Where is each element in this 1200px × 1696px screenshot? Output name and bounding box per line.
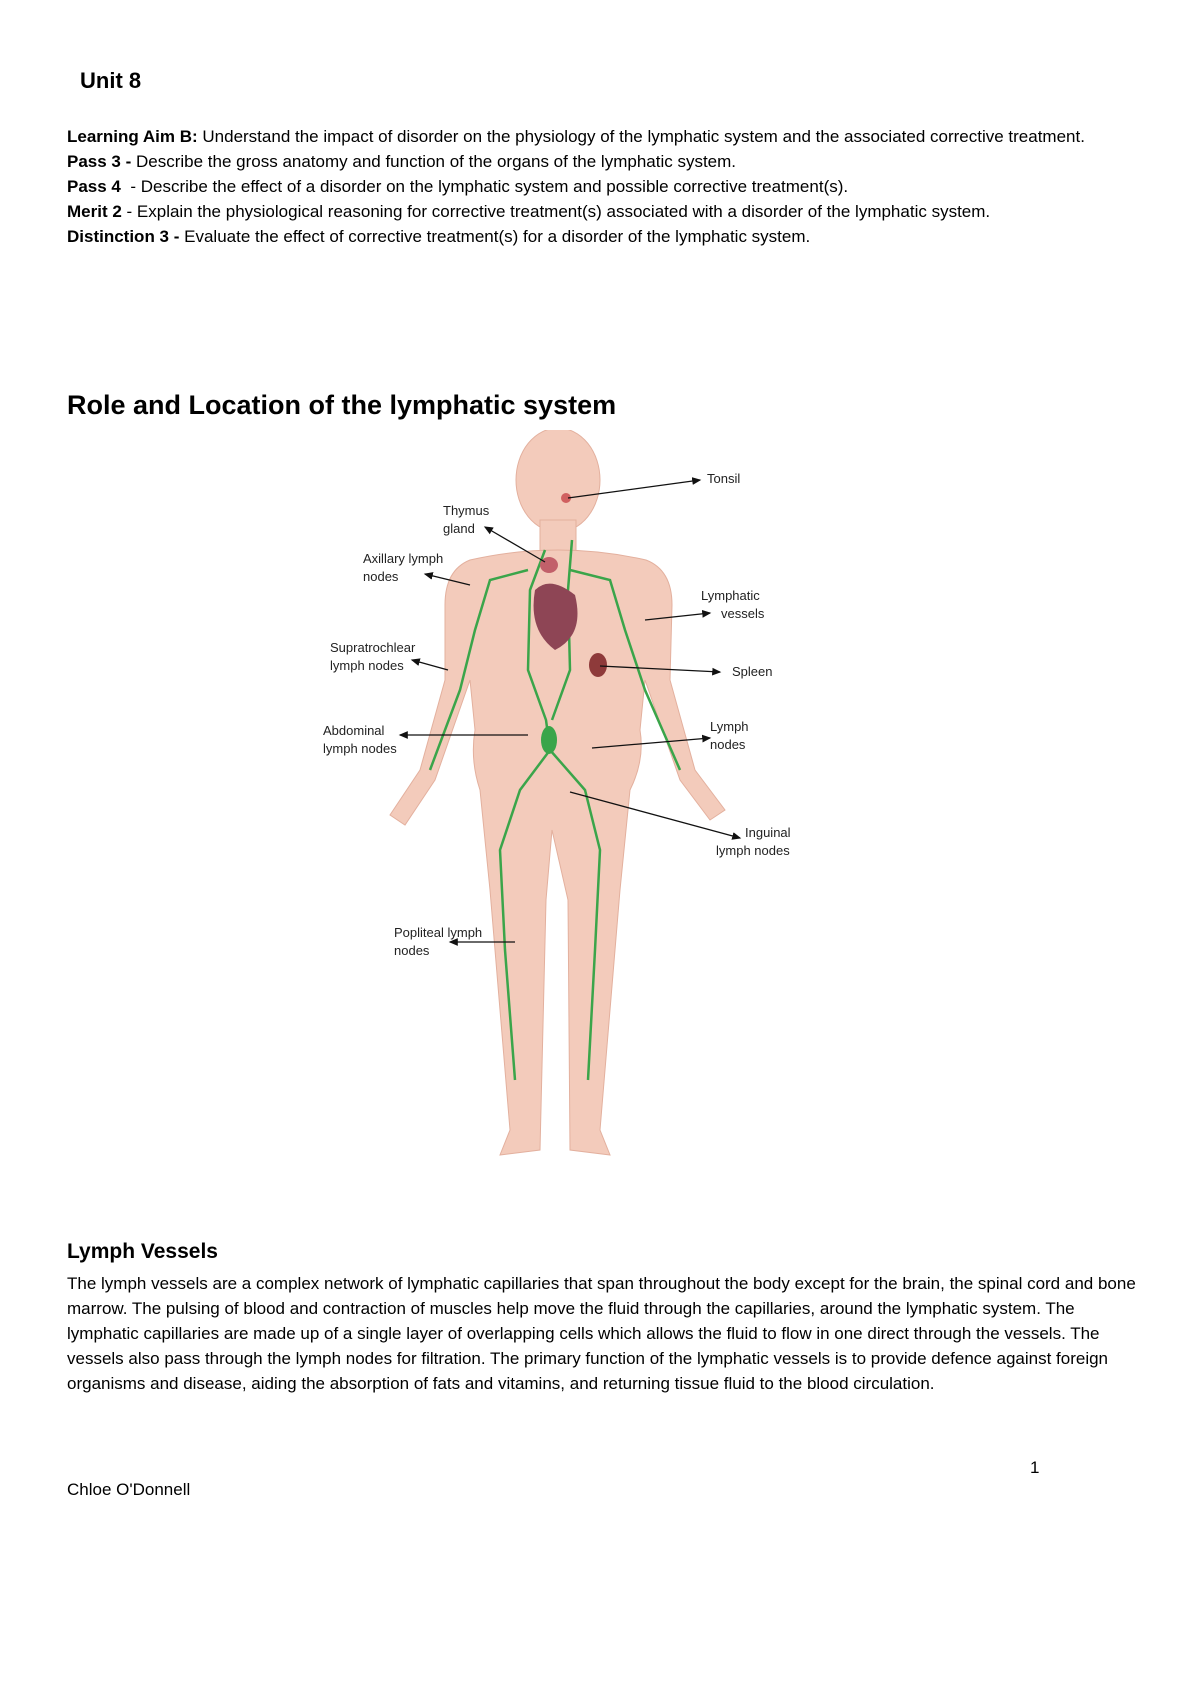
aim-item: Learning Aim B: Understand the impact of disorder on the physiology of the lymphatic system and the associated corrective treatment. (67, 127, 1085, 146)
page-number: 1 (1030, 1458, 1040, 1477)
section-heading: Lymph Vessels (67, 1240, 218, 1263)
paragraph: The lymph vessels are a complex network of lymphatic capillaries that span throughout the body except for the brain, the spinal cord and bone marrow. The pulsing of blood and contraction of muscles help move the fluid through the capillaries, around the lymphatic system. The lymphatic capillaries are made up of a single layer of overlapping cells which allows the fluid to flow in one direct through the vessels. The vessels also pass through the lymph nodes for filtration. The primary function of the lymphatic vessels is to provide defence against foreign organisms and disease, aiding the absorption of fats and vitamins, and returning tissue fluid to the blood circulation. (67, 1274, 1136, 1393)
label-lymphatic-vessels: Lymphatic vessels (701, 588, 765, 621)
aim-item: Merit 2 - Explain the physiological reasoning for corrective treatment(s) associated with a disorder of the lymphatic system. (67, 202, 991, 221)
label-abdominal: Abdominal lymph nodes (323, 723, 397, 756)
body-silhouette (390, 430, 725, 1155)
aim-item: Pass 3 - Describe the gross anatomy and function of the organs of the lymphatic system. (67, 152, 737, 171)
lymphatic-system-diagram (300, 430, 840, 1170)
label-tonsil: Tonsil (707, 471, 741, 486)
label-spleen: Spleen (732, 664, 773, 679)
aim-item: Pass 4 - Describe the effect of a disorder on the lymphatic system and possible corrective treatment(s). (67, 177, 849, 196)
section-heading: Role and Location of the lymphatic system (67, 390, 617, 420)
unit-title: Unit 8 (80, 68, 142, 93)
learning-aims (67, 124, 1137, 249)
label-popliteal: Popliteal lymph nodes (394, 925, 483, 958)
label-lymph-nodes: Lymph nodes (710, 719, 749, 752)
footer-author: Chloe O'Donnell (67, 1480, 191, 1499)
label-axillary: Axillary lymph nodes (363, 551, 444, 584)
label-thymus: Thymus gland (443, 503, 490, 536)
label-inguinal: Inguinal lymph nodes (716, 825, 791, 858)
aim-item: Distinction 3 - Evaluate the effect of corrective treatment(s) for a disorder of the lymphatic system. (67, 227, 811, 246)
label-supratrochlear: Supratrochlear lymph nodes (330, 640, 416, 673)
